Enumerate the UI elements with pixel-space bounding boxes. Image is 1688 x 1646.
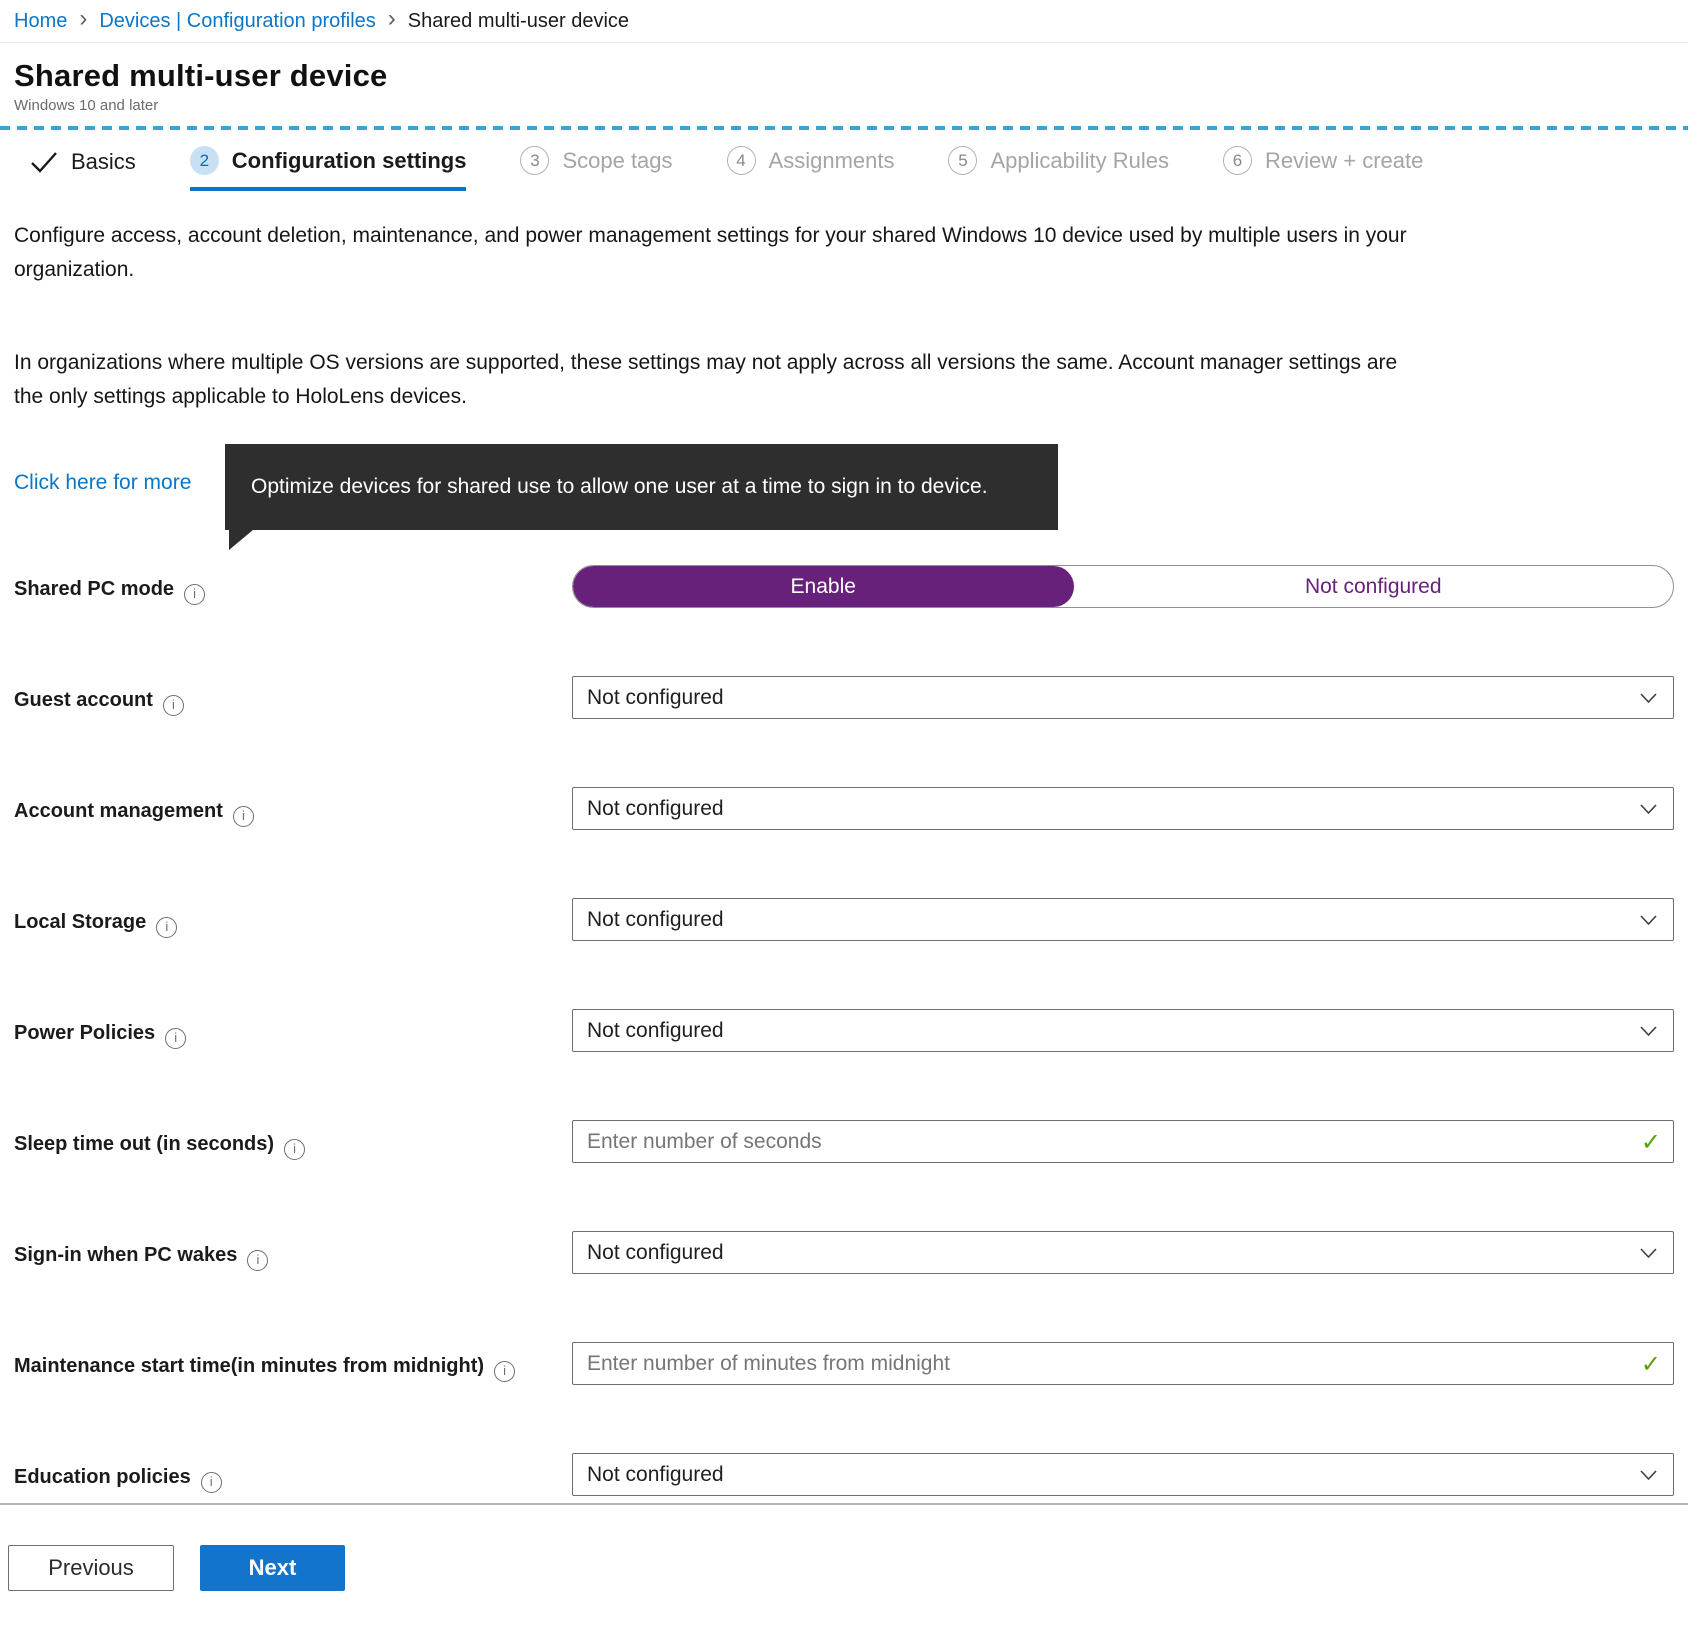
- field-label: [14, 676, 572, 716]
- sleep-timeout-input[interactable]: [572, 1120, 1674, 1163]
- dropdown-value: Not configured: [587, 796, 724, 820]
- form-row-sleep-timeout: [14, 1120, 1674, 1163]
- dropdown-value: Not configured: [587, 1018, 724, 1042]
- tooltip-arrow: [229, 530, 253, 550]
- field-label: [14, 1231, 572, 1271]
- power-policies-dropdown[interactable]: [572, 1009, 1674, 1052]
- field-label-text: Shared PC mode: [14, 578, 175, 601]
- field-label-text: Education policies: [14, 1466, 191, 1489]
- form-row-guest-account: [14, 676, 1674, 719]
- tab-label: Basics: [71, 149, 136, 174]
- chevron-down-icon: [1640, 686, 1657, 710]
- tab-applicability-rules[interactable]: [948, 146, 1169, 191]
- valid-check-icon: ✓: [1640, 1128, 1661, 1157]
- chevron-down-icon: [1640, 908, 1657, 932]
- info-icon[interactable]: i: [247, 1250, 268, 1271]
- chevron-down-icon: [1640, 1463, 1657, 1487]
- tooltip-text: Optimize devices for shared use to allow one user at a time to sign in to device.: [251, 475, 988, 498]
- dropdown-value: Not configured: [587, 1462, 724, 1486]
- field-label-text: Maintenance start time(in minutes from midnight): [14, 1355, 485, 1378]
- tab-scope-tags[interactable]: [520, 146, 672, 191]
- info-icon[interactable]: i: [156, 917, 177, 938]
- next-button[interactable]: Next: [200, 1545, 345, 1591]
- field-label: [14, 1120, 572, 1160]
- info-icon[interactable]: i: [184, 584, 205, 605]
- info-icon[interactable]: i: [284, 1139, 305, 1160]
- breadcrumb-current-page: Shared multi-user device: [407, 9, 630, 32]
- form-row-shared-pc-mode: [14, 565, 1674, 608]
- info-icon[interactable]: i: [165, 1028, 186, 1049]
- step-number-badge: 4: [727, 146, 756, 175]
- maintenance-start-time-input[interactable]: [572, 1342, 1674, 1385]
- configuration-form: [0, 565, 1688, 1496]
- tab-label: Applicability Rules: [990, 147, 1170, 173]
- tab-configuration-settings[interactable]: [190, 146, 467, 191]
- footer-actions: [8, 1545, 1688, 1591]
- info-icon[interactable]: i: [233, 806, 254, 827]
- field-label: [14, 565, 572, 605]
- dropdown-value: Not configured: [587, 907, 724, 931]
- step-number-badge: 5: [948, 146, 977, 175]
- step-number-badge: 6: [1223, 146, 1252, 175]
- page-title: Shared multi-user device: [14, 58, 388, 93]
- chevron-down-icon: [1640, 797, 1657, 821]
- form-row-power-policies: [14, 1009, 1674, 1052]
- field-label-text: Sleep time out (in seconds): [14, 1133, 275, 1156]
- wizard-steps: [0, 130, 1688, 191]
- form-row-account-management: [14, 787, 1674, 830]
- field-label-text: Local Storage: [14, 911, 147, 934]
- field-label: [14, 1342, 572, 1382]
- form-row-education-policies: [14, 1453, 1674, 1496]
- breadcrumb-configuration-profiles-link[interactable]: Devices | Configuration profiles: [99, 9, 376, 32]
- field-label-text: Account management: [14, 800, 223, 823]
- local-storage-dropdown[interactable]: [572, 898, 1674, 941]
- field-label: [14, 1009, 572, 1049]
- previous-button[interactable]: Previous: [8, 1545, 174, 1591]
- field-label-text: Sign-in when PC wakes: [14, 1244, 238, 1267]
- info-icon[interactable]: i: [163, 695, 184, 716]
- valid-check-icon: ✓: [1640, 1350, 1661, 1379]
- chevron-down-icon: [1640, 1241, 1657, 1265]
- shared-pc-mode-tooltip: [225, 444, 1058, 530]
- info-icon[interactable]: i: [201, 1472, 222, 1493]
- field-label: [14, 1453, 572, 1493]
- education-policies-dropdown[interactable]: [572, 1453, 1674, 1496]
- tab-basics[interactable]: [30, 149, 136, 191]
- guest-account-dropdown[interactable]: [572, 676, 1674, 719]
- dropdown-value: Not configured: [587, 685, 724, 709]
- toggle-option-enable[interactable]: Enable: [573, 566, 1074, 607]
- checkmark-icon: [30, 151, 58, 173]
- tab-label: Review + create: [1265, 147, 1424, 173]
- form-row-signin-pc-wakes: [14, 1231, 1674, 1274]
- toggle-option-not-configured[interactable]: Not configured: [1304, 574, 1442, 598]
- more-info-link[interactable]: Click here for more: [14, 471, 192, 495]
- field-label: [14, 787, 572, 827]
- field-label: [14, 898, 572, 938]
- form-row-maintenance-start-time: [14, 1342, 1674, 1385]
- breadcrumb-home-link[interactable]: Home: [14, 9, 68, 32]
- tab-label: Assignments: [768, 147, 895, 173]
- step-number-badge: 3: [520, 146, 549, 175]
- field-label-text: Power Policies: [14, 1022, 156, 1045]
- breadcrumb: [0, 0, 1688, 43]
- info-icon[interactable]: i: [494, 1361, 515, 1382]
- chevron-right-icon: ›: [387, 5, 396, 32]
- tab-label: Configuration settings: [231, 147, 467, 173]
- page-subtitle: Windows 10 and later: [14, 97, 159, 114]
- step-number-badge: 2: [190, 146, 219, 175]
- footer-divider: [0, 1503, 1688, 1505]
- account-management-dropdown[interactable]: [572, 787, 1674, 830]
- chevron-right-icon: ›: [79, 5, 88, 32]
- form-row-local-storage: [14, 898, 1674, 941]
- intro-paragraph-1: Configure access, account deletion, maintenance, and power management settings for your shared Windows 10 device used by multiple users in your organization.: [14, 224, 1407, 281]
- signin-pc-wakes-dropdown[interactable]: [572, 1231, 1674, 1274]
- dropdown-value: Not configured: [587, 1240, 724, 1264]
- shared-pc-mode-toggle: [572, 565, 1674, 608]
- intro-paragraph-2: In organizations where multiple OS versions are supported, these settings may not apply across all versions the same. Account manager settings are the only settings applicable to HoloLens devices.: [14, 351, 1398, 408]
- tab-label: Scope tags: [562, 147, 673, 173]
- chevron-down-icon: [1640, 1019, 1657, 1043]
- field-label-text: Guest account: [14, 689, 153, 712]
- tab-assignments[interactable]: [727, 146, 895, 191]
- tab-review-create[interactable]: [1223, 146, 1423, 191]
